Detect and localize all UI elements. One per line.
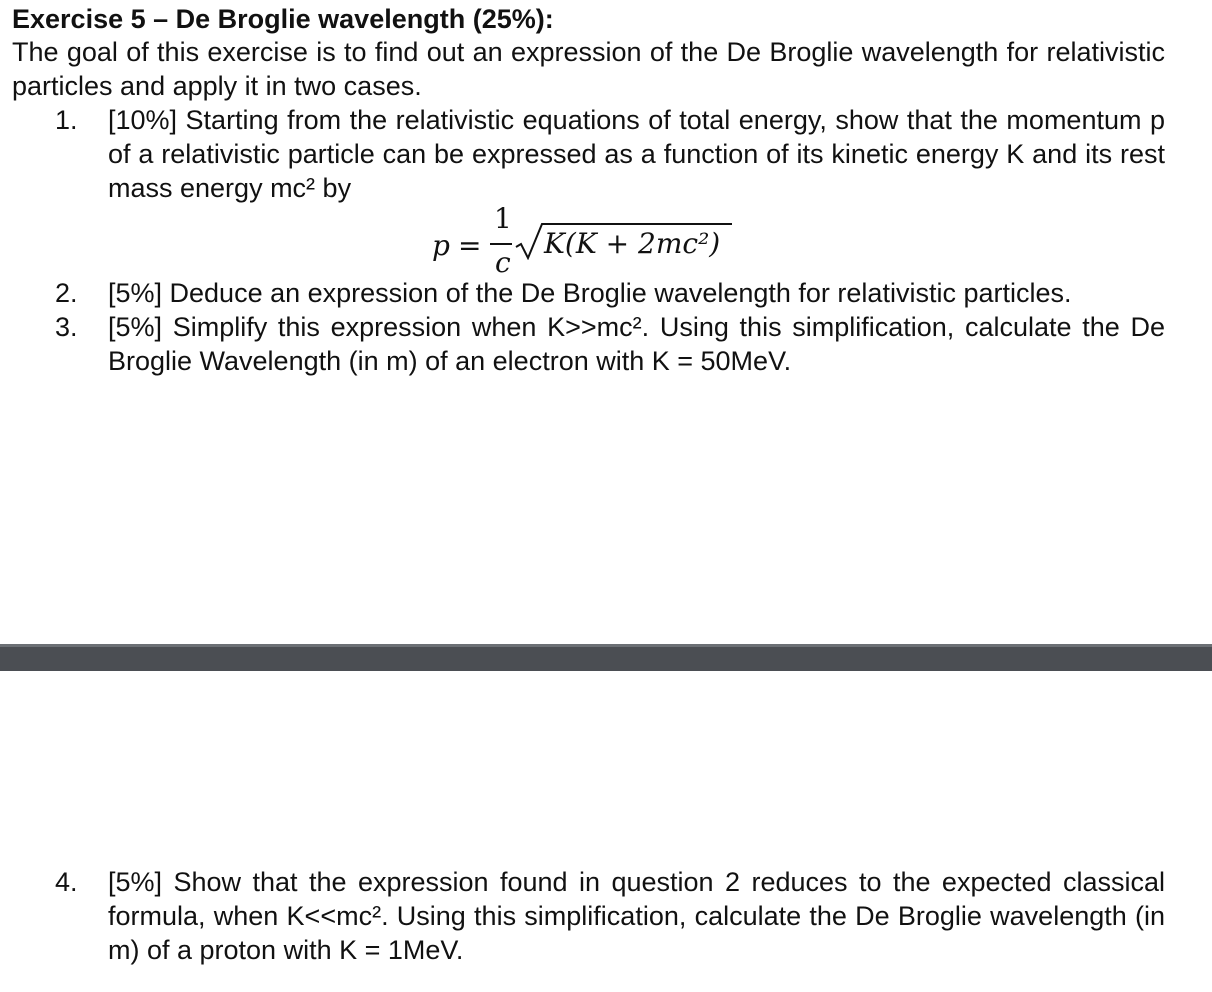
exercise-title: Exercise 5 – De Broglie wavelength (25%): [12, 4, 554, 34]
question-number: 1. [55, 105, 78, 135]
question-number: 2. [55, 278, 78, 308]
question-2 [55, 276, 1165, 310]
question-text: [10%] Starting from the relativistic equations of total energy, show that the momentum p of a relativistic particle can be expressed as a function of its kinetic energy K and its rest mass energy mc² by [108, 105, 1165, 203]
exercise-intro: The goal of this exercise is to find out an expression of the De Broglie wavelength for relativistic particles and apply it in two cases. [12, 37, 1165, 101]
fraction-denominator: c [495, 246, 511, 279]
question-4 [55, 865, 1165, 967]
formula-lhs: p [432, 229, 450, 262]
question-1 [55, 103, 1165, 205]
question-text: [5%] Simplify this expression when K>>mc². Using this simplification, calculate the De Broglie Wavelength (in m) of an electron with K = 50MeV. [108, 312, 1165, 376]
page-separator-bar [0, 644, 1212, 671]
fraction-numerator: 1 [494, 202, 512, 235]
fraction-bar [490, 243, 512, 245]
question-text: [5%] Deduce an expression of the De Broglie wavelength for relativistic particles. [108, 278, 1072, 308]
question-number: 3. [55, 312, 78, 342]
question-3 [55, 310, 1165, 378]
question-text: [5%] Show that the expression found in question 2 reduces to the expected classical formula, when K<<mc². Using this simplification, calculate the De Broglie wavelength (in m) of a proton with K = 1MeV. [108, 867, 1165, 965]
question-number: 4. [55, 867, 78, 897]
momentum-formula [432, 202, 752, 282]
formula-radicand: K(K + 2mc²) [544, 227, 721, 260]
formula-equals: = [458, 229, 482, 262]
